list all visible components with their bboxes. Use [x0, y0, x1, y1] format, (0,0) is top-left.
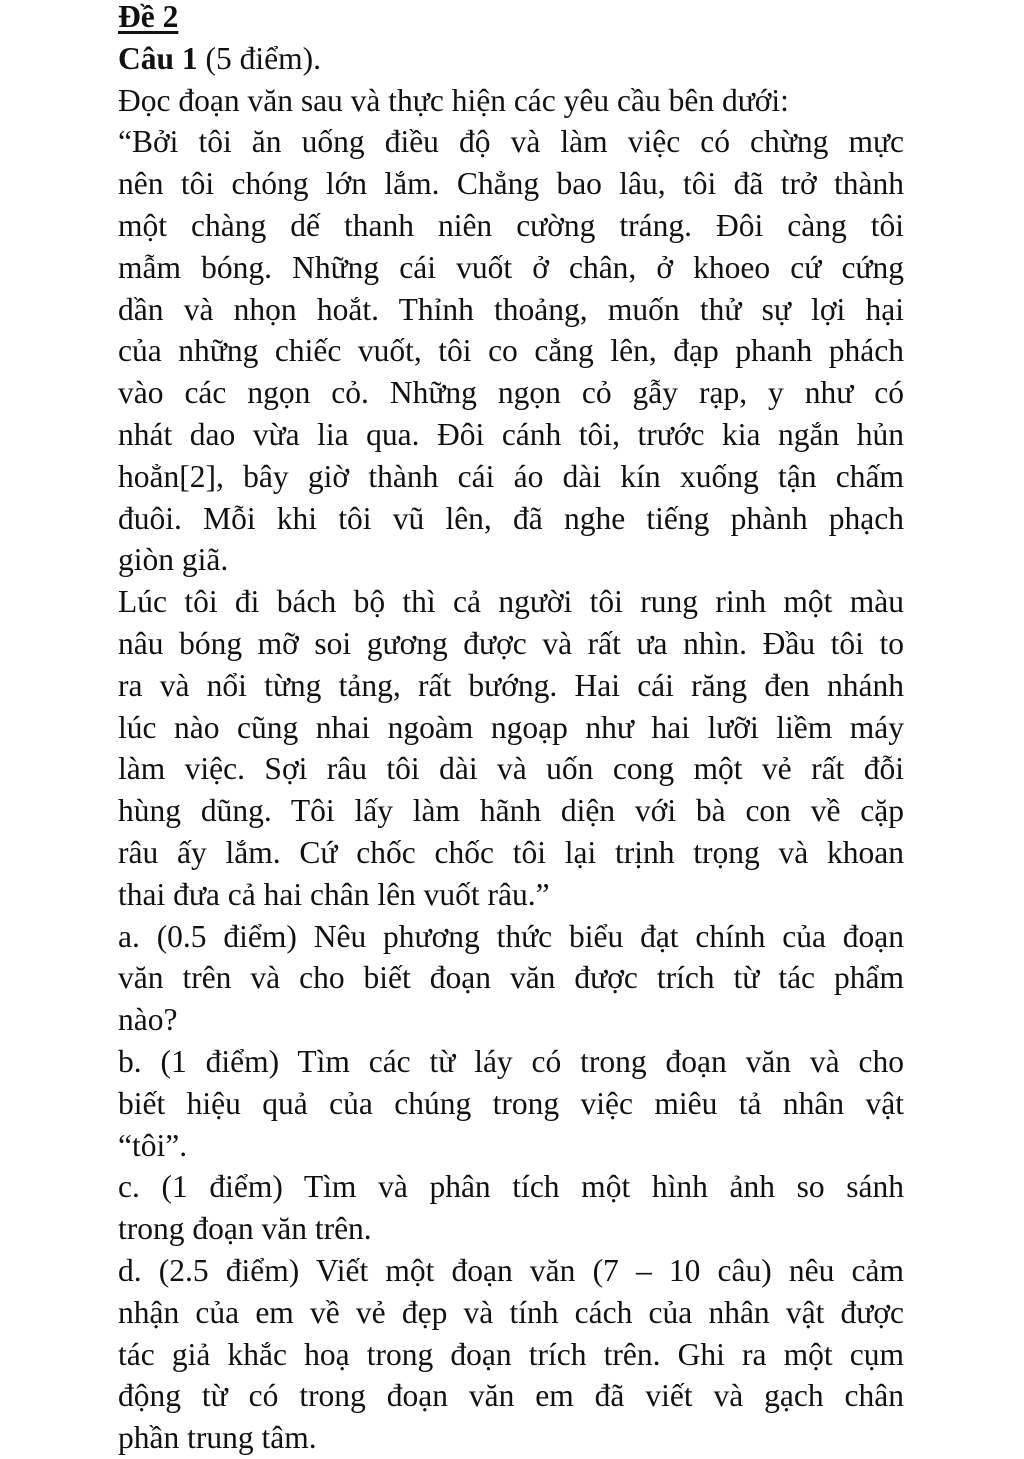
task-line: biết hiệu quả của chúng trong việc miêu tả nhân vật: [118, 1085, 904, 1121]
passage-line: nâu bóng mỡ soi gương được và rất ưa nhìn. Đầu tôi to: [118, 625, 904, 661]
task-line: c. (1 điểm) Tìm và phân tích một hình ảnh so sánh: [118, 1169, 904, 1205]
passage-line: một chàng dế thanh niên cường tráng. Đôi càng tôi: [118, 207, 904, 243]
task-d: [118, 1250, 904, 1459]
instruction-text: Đọc đoạn văn sau và thực hiện các yêu cầu bên dưới:: [118, 82, 789, 118]
passage-paragraph-2: [118, 581, 904, 915]
task-line: tác giả khắc hoạ trong đoạn trích trên. Ghi ra một cụm: [118, 1336, 904, 1372]
task-a: [118, 916, 904, 1041]
task-line: nào?: [118, 1002, 178, 1038]
task-line: nhận của em về vẻ đẹp và tính cách của nhân vật được: [118, 1294, 904, 1330]
passage-line: vào các ngọn cỏ. Những ngọn cỏ gẫy rạp, y như có: [118, 375, 904, 411]
task-line: trong đoạn văn trên.: [118, 1211, 372, 1247]
passage-line: thai đưa cả hai chân lên vuốt râu.”: [118, 876, 550, 912]
task-line: phần trung tâm.: [118, 1420, 317, 1456]
task-line: b. (1 điểm) Tìm các từ láy có trong đoạn văn và cho: [118, 1043, 904, 1079]
passage-line: làm việc. Sợi râu tôi dài và uốn cong một vẻ rất đỗi: [118, 751, 904, 787]
exam-title: Đề 2: [118, 0, 179, 34]
passage-line: mẫm bóng. Những cái vuốt ở chân, ở khoeo cứ cứng: [118, 249, 904, 285]
question-points: (5 điểm).: [197, 40, 321, 76]
passage-line: giòn giã.: [118, 542, 229, 578]
task-line: d. (2.5 điểm) Viết một đoạn văn (7 – 10 câu) nêu cảm: [118, 1252, 904, 1288]
question-number: Câu 1: [118, 40, 198, 76]
task-line: văn trên và cho biết đoạn văn được trích từ tác phẩm: [118, 960, 904, 996]
passage-line: đuôi. Mỗi khi tôi vũ lên, đã nghe tiếng phành phạch: [118, 500, 904, 536]
passage-line: của những chiếc vuốt, tôi co cẳng lên, đạp phanh phách: [118, 333, 904, 369]
task-b: [118, 1041, 904, 1166]
passage-line: râu ấy lắm. Cứ chốc chốc tôi lại trịnh trọng và khoan: [118, 834, 904, 870]
question-heading: [118, 38, 904, 80]
passage-line: dần và nhọn hoắt. Thỉnh thoảng, muốn thử sự lợi hại: [118, 291, 904, 327]
task-line: động từ có trong đoạn văn em đã viết và gạch chân: [118, 1378, 904, 1414]
passage-line: lúc nào cũng nhai ngoàm ngoạp như hai lưỡi liềm máy: [118, 709, 904, 745]
passage-line: hoẳn[2], bây giờ thành cái áo dài kín xuống tận chấm: [118, 458, 904, 494]
task-line: a. (0.5 điểm) Nêu phương thức biểu đạt chính của đoạn: [118, 918, 904, 954]
task-c: [118, 1166, 904, 1250]
passage-line: ra và nổi từng tảng, rất bướng. Hai cái răng đen nhánh: [118, 667, 904, 703]
passage-line: hùng dũng. Tôi lấy làm hãnh diện với bà con về cặp: [118, 793, 904, 829]
passage-line: Lúc tôi đi bách bộ thì cả người tôi rung rinh một màu: [118, 584, 904, 620]
passage: [118, 121, 904, 915]
exam-page: [118, 0, 904, 1459]
passage-line: “Bởi tôi ăn uống điều độ và làm việc có chừng mực: [118, 124, 904, 160]
passage-paragraph-1: [118, 121, 904, 581]
task-line: “tôi”.: [118, 1127, 188, 1163]
passage-line: nhát dao vừa lia qua. Đôi cánh tôi, trước kia ngắn hủn: [118, 416, 904, 452]
passage-line: nên tôi chóng lớn lắm. Chẳng bao lâu, tôi đã trở thành: [118, 166, 904, 202]
